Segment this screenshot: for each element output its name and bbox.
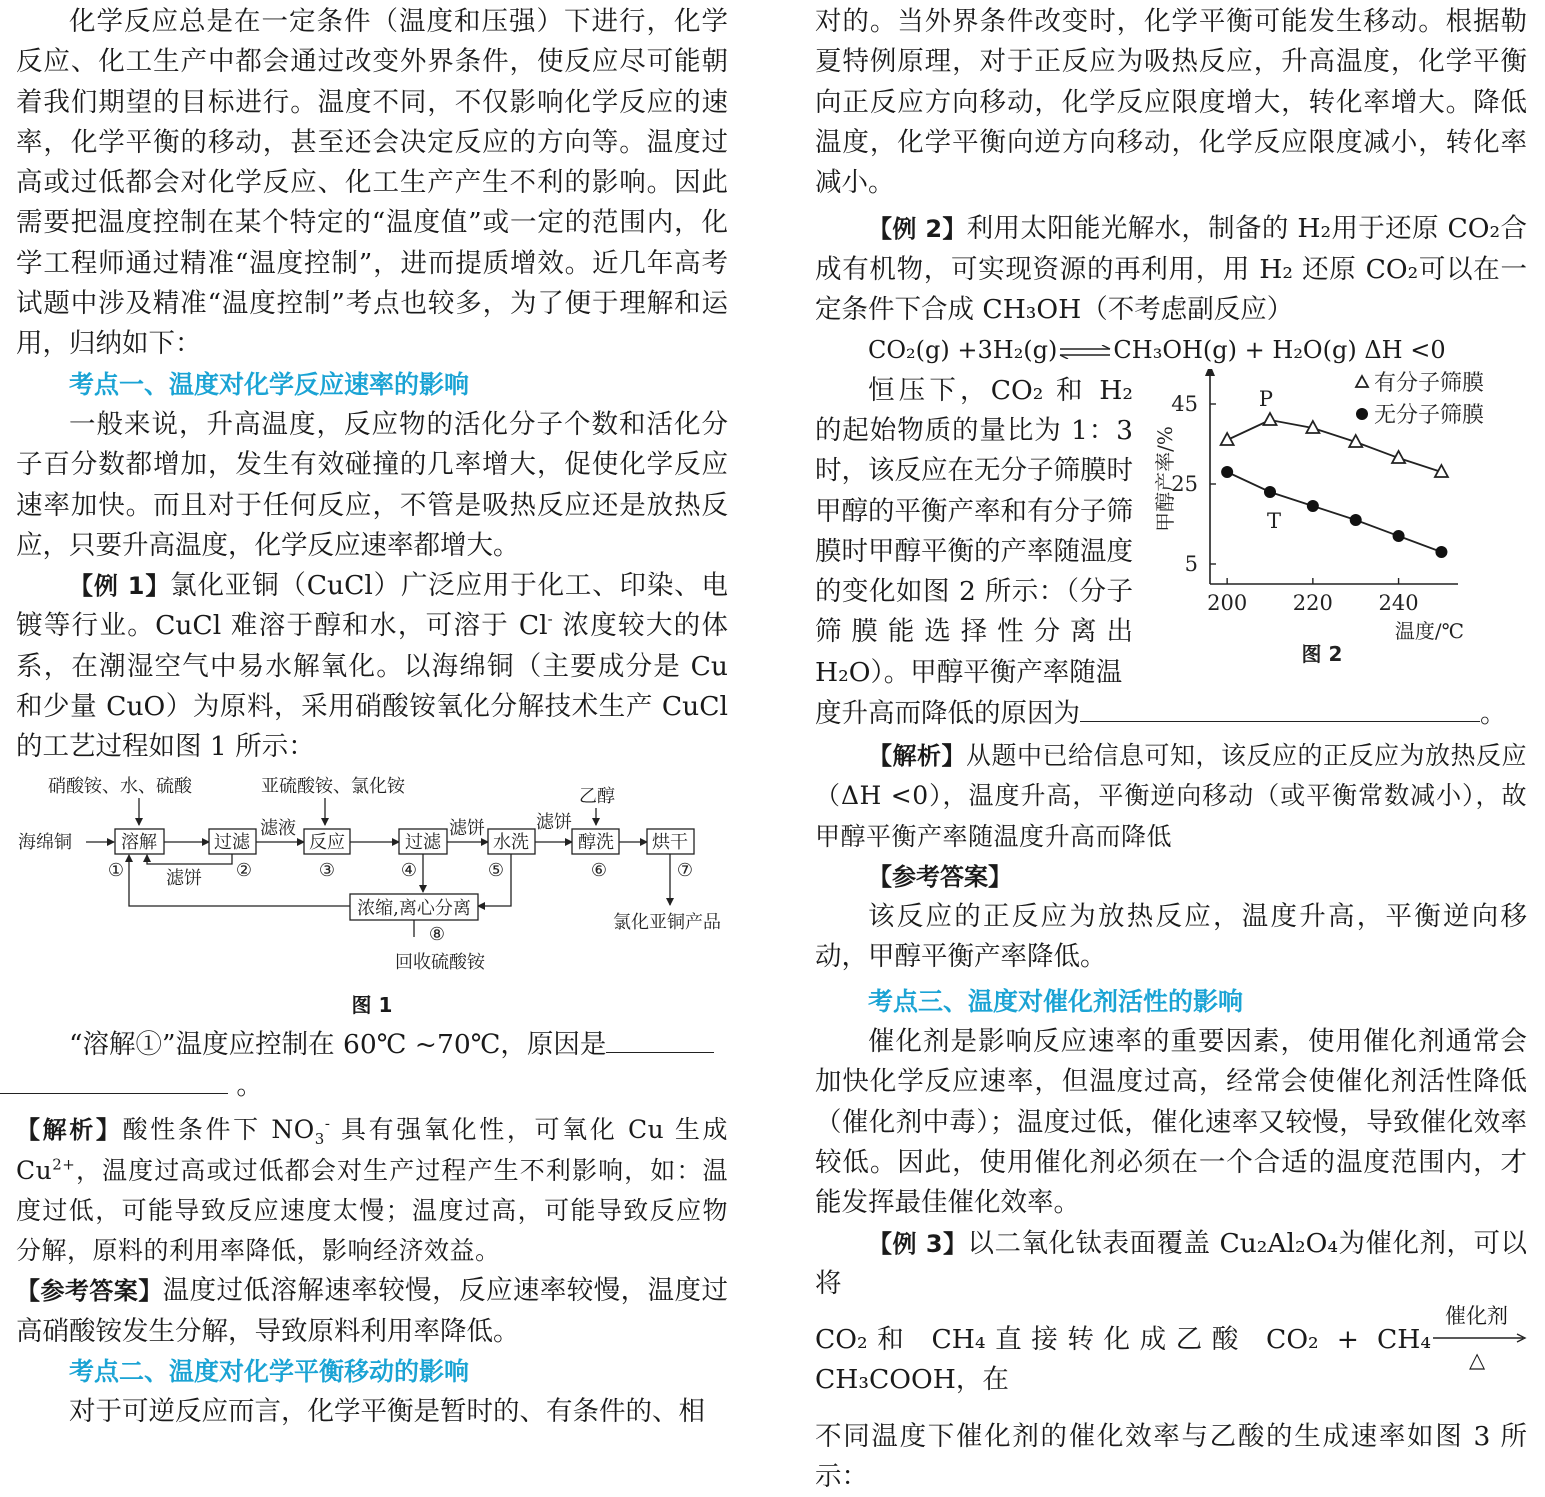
data-point-triangle (1221, 433, 1234, 445)
y-tick-label: 5 (1184, 551, 1198, 576)
fig1-step-1: ① (107, 859, 125, 881)
analysis1-paragraph (16, 1110, 728, 1271)
example3-equation-line (815, 1304, 1527, 1401)
reference2-tag: 【参考答案】 (868, 862, 1012, 891)
section-heading-1: 考点一、温度对化学反应速率的影响 (69, 369, 470, 399)
process-flow-diagram (16, 768, 728, 988)
analysis1-text-c: ，温度过高或过低都会对生产过程产生不利影响，如：温度过低，可能导致反应速度太慢；温度过高，可能导致反应物分解，原料的利用率降低，影响经济效益。 (16, 1155, 728, 1266)
section-heading-3: 考点三、温度对催化剂活性的影响 (868, 986, 1244, 1016)
section-heading-2: 考点二、温度对化学平衡移动的影响 (69, 1357, 470, 1387)
fig1-box-label-3: 反应 (309, 831, 345, 853)
question1: “溶解①”温度应控制在 60℃ ~70℃，原因是 。 (16, 1024, 728, 1107)
fig1-step-5: ⑤ (487, 859, 505, 881)
data-point-circle (1221, 466, 1233, 478)
series-line-2 (1227, 472, 1441, 552)
data-point-circle (1307, 500, 1319, 512)
data-point-circle (1393, 530, 1405, 542)
analysis1-text-a: 酸性条件下 NO (122, 1115, 315, 1145)
section2-paragraph: 对于可逆反应而言，化学平衡是暂时的、有条件的、相 (69, 1396, 705, 1428)
fig1-box-label-5: 水洗 (493, 831, 529, 853)
example3-text-b: CO₂和 CH₄直接转化成乙酸 CO₂ + CH₄ (815, 1324, 1431, 1356)
fig1-top-label-3: 乙醇 (579, 785, 615, 807)
example2-float-block (815, 371, 1527, 693)
fig1-box-label-1: 溶解 (121, 831, 157, 853)
methanol-yield-chart (1152, 369, 1527, 691)
reference2-paragraph: 该反应的正反应为放热反应，温度升高，平衡逆向移动，甲醇平衡产率降低。 (815, 901, 1527, 973)
example3-paragraph (815, 1224, 1527, 1305)
analysis2-paragraph (815, 736, 1527, 857)
analysis2-tag: 【解析】 (868, 741, 966, 770)
analysis1-text-b: 具有强氧化性，可氧化 Cu 生成 Cu (16, 1115, 728, 1185)
right-column (815, 0, 1527, 1497)
example1-sup: - (547, 610, 553, 629)
x-tick-label: 200 (1207, 590, 1248, 615)
answer-blank-1b[interactable] (0, 1065, 228, 1094)
fig1-arrow-label-3: 滤饼 (449, 817, 485, 839)
example2-question-text: 度升高而降低的原因为 (815, 697, 1080, 729)
equation-left: CO₂(g) +3H₂(g) (868, 336, 1058, 365)
x-tick-label: 220 (1292, 590, 1333, 615)
x-axis-label: 温度/℃ (1394, 618, 1464, 643)
fig1-box-label-8: 浓缩,离心分离 (357, 897, 471, 919)
section2-continued: 对的。当外界条件改变时，化学平衡可能发生移动。根据勒夏特例原理，对于正反应为吸热反应，升高温度，化学平衡向正反应方向移动，化学反应限度增大，转化率增大。降低温度，化学平衡向逆方向移动，化学反应限度减小，转化率减小。 (815, 6, 1527, 199)
y-tick-label: 25 (1171, 471, 1198, 496)
legend-triangle-icon (1356, 376, 1368, 387)
fig1-step-8: ⑧ (428, 923, 446, 945)
analysis1-sup: - (324, 1114, 331, 1133)
legend-label-1: 有分子筛膜 (1374, 370, 1485, 396)
reference1-tag: 【参考答案】 (16, 1277, 163, 1306)
data-point-circle (1435, 546, 1447, 558)
analysis1-sup2: 2+ (52, 1155, 76, 1174)
fig1-recycle-label: 回收硫酸铵 (395, 951, 485, 973)
fig1-step-7: ⑦ (676, 859, 694, 881)
fig1-top-label-2: 亚硫酸铵、氯化铵 (261, 775, 405, 797)
example1-paragraph (16, 566, 728, 767)
example2-tag: 【例 2】 (868, 215, 967, 244)
data-point-triangle (1264, 413, 1277, 425)
fig1-top-label-1: 硝酸铵、水、硫酸 (48, 775, 192, 797)
reference1-paragraph (16, 1271, 728, 1352)
example3-text-c: CH₃COOH，在 (815, 1364, 1009, 1396)
question1-text: “溶解①”温度应控制在 60℃ ~70℃，原因是 (69, 1028, 607, 1060)
section3-paragraph: 催化剂是影响反应速率的重要因素，使用催化剂通常会加快化学反应速率，但温度过高，经常会使催化剂活性降低（催化剂中毒）；温度过低，催化速率又较慢，导致催化效率较低。因此，使用催化剂必须在一个合适的温度范围内，才能发挥最佳催化效率。 (815, 1026, 1527, 1219)
fig1-step-2: ② (235, 859, 253, 881)
fig1-step-4: ④ (400, 859, 418, 881)
x-tick-label: 240 (1378, 590, 1419, 615)
reference1-text: 温度过低溶解速率较慢，反应速率较慢，温度过高硝酸铵发生分解，导致原料利用率降低。 (16, 1275, 729, 1347)
answer-blank-1[interactable] (606, 1024, 714, 1053)
fig1-step-3: ③ (318, 859, 336, 881)
reference2-heading (815, 857, 1527, 897)
legend-circle-icon (1356, 408, 1368, 420)
example2-paragraph (815, 209, 1527, 330)
y-axis-arrow-icon (1205, 369, 1215, 376)
section1-paragraph: 一般来说，升高温度，反应物的活化分子个数和活化分子百分数都增加，发生有效碰撞的几率增大，促使化学反应速率加快。而且对于任何反应，不管是吸热反应还是放热反应，只要升高温度，化学反应速率都增大。 (16, 408, 728, 561)
example3-text-a: 以二氧化钛表面覆盖 Cu₂Al₂O₄为催化剂，可以将 (815, 1227, 1527, 1299)
data-point-circle (1350, 514, 1362, 526)
y-tick-label: 45 (1171, 391, 1198, 416)
analysis1-sub: 3 (314, 1130, 325, 1149)
fig1-arrow-label-2: 滤饼 (166, 867, 202, 889)
catalyst-arrow (1431, 1304, 1527, 1373)
example2-text: 利用太阳能光解水，制备的 H₂用于还原 CO₂合成有机物，可实现资源的再利用，用 H₂ 还原 CO₂可以在一定条件下合成 CH₃OH（不考虑副反应） (815, 213, 1527, 326)
reaction-arrow-icon (1431, 1332, 1527, 1344)
legend-label-2: 无分子筛膜 (1374, 402, 1485, 428)
series-label-p: P (1258, 386, 1274, 411)
fig1-box-label-7: 烘干 (652, 831, 688, 853)
fig1-product-label: 氯化亚铜产品 (613, 911, 721, 933)
example1-tag: 【例 1】 (69, 572, 171, 601)
example3-tail: 不同温度下催化剂的催化效率与乙酸的生成速率如图 3 所示： (815, 1420, 1527, 1493)
analysis1-tag: 【解析】 (16, 1116, 123, 1145)
answer-blank-2[interactable] (1080, 693, 1480, 722)
y-axis-label: 甲醇产率/% (1153, 425, 1177, 532)
fig1-arrow-label-1: 滤液 (260, 817, 296, 839)
example3-tag: 【例 3】 (868, 1229, 968, 1258)
analysis2-text: 从题中已给信息可知，该反应的正反应为放热反应（ΔH <0），温度升高，平衡逆向移动（或平衡常数减小），故甲醇平衡产率随温度升高而降低 (815, 740, 1528, 851)
example2-question-line: 度升高而降低的原因为 。 (815, 693, 1527, 734)
figure2-caption: 图 2 (1301, 641, 1343, 666)
fig1-arrow-label-4: 滤饼 (536, 811, 572, 833)
fig1-box-label-2: 过滤 (214, 831, 250, 853)
example1-text-b: 浓度较大的体系，在潮湿空气中易水解氧化。以海绵铜（主要成分是 Cu 和少量 CuO）为原料，采用硝酸铵氧化分解技术生产 CuCl 的工艺过程如图 1 所示： (16, 610, 728, 763)
example2-body: 恒压下，CO₂ 和 H₂ 的起始物质的量比为 1：3 时，该反应在无分子筛膜时甲醇的平衡产率和有分子筛膜时甲醇平衡的产率随温度的变化如图 2 所示：（分子筛膜能选择性分离出 H₂O）。甲醇平衡产率随温 (815, 374, 1133, 688)
figure1-caption: 图 1 (351, 992, 393, 1017)
example1-text-a: 氯化亚铜（CuCl）广泛应用于化工、印染、电镀等行业。CuCl 难溶于醇和水，可溶于 Cl (16, 570, 728, 642)
equilibrium-arrows-icon (1057, 345, 1113, 359)
data-point-circle (1264, 486, 1276, 498)
equation-right: CH₃OH(g) + H₂O(g) ΔH <0 (1113, 336, 1446, 365)
left-column (16, 0, 728, 1433)
fig1-start-label: 海绵铜 (18, 831, 72, 853)
fig1-box-label-6: 醇洗 (578, 831, 614, 853)
catalyst-label: 催化剂 (1445, 1304, 1508, 1329)
example2-equation (815, 330, 1527, 370)
heat-label: △ (1469, 1348, 1486, 1373)
fig1-box-label-4: 过滤 (405, 831, 441, 853)
fig1-step-6: ⑥ (590, 859, 608, 881)
series-label-t: T (1266, 508, 1282, 533)
intro-paragraph: 化学反应总是在一定条件（温度和压强）下进行，化学反应、化工生产中都会通过改变外界条件，使反应尽可能朝着我们期望的目标进行。温度不同，不仅影响化学反应的速率，化学平衡的移动，甚至还会决定反应的方向等。温度过高或过低都会对化学反应、化工生产产生不利的影响。因此需要把温度控制在某个特定的“温度值”或一定的范围内，化学工程师通过精准“温度控制”，进而提质增效。近几年高考试题中涉及精准“温度控制”考点也较多，为了便于理解和运用，归纳如下： (16, 6, 728, 360)
